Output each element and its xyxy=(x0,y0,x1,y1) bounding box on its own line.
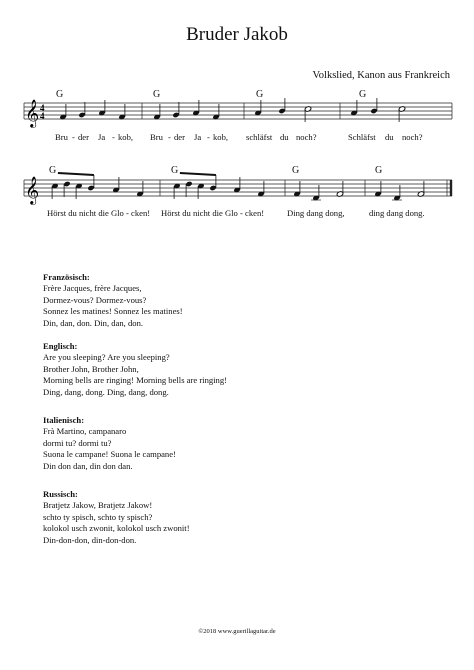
verse-line: Din, dan, don. Din, dan, don. xyxy=(43,317,144,328)
verse-line: Frà Martino, campanaro xyxy=(43,426,127,437)
lyric-hyphen: - xyxy=(207,132,210,142)
lyric-phrase: Hörst du nicht die Glo - cken! xyxy=(161,208,265,218)
quarter-note xyxy=(112,177,119,193)
quarter-note xyxy=(254,100,261,116)
lyric-hyphen: - xyxy=(168,132,171,142)
lyric-syllable: der xyxy=(78,132,89,142)
lyric-syllable: kob, xyxy=(213,132,229,142)
verse-line: Dormez-vous? Dormez-vous? xyxy=(43,294,147,305)
lyric-syllable: noch? xyxy=(402,132,423,142)
lyric-syllable: kob, xyxy=(118,132,134,142)
lyric-syllable: Bru xyxy=(55,132,68,142)
lyric-syllable: Ja xyxy=(98,132,106,142)
verse-english xyxy=(43,341,227,398)
lyric-syllable: du xyxy=(280,132,289,142)
verse-heading: Französisch: xyxy=(43,272,90,282)
quarter-note xyxy=(370,98,377,114)
treble-clef-icon: 𝄞 xyxy=(25,99,40,127)
quarter-note xyxy=(173,183,180,199)
quarter-note xyxy=(153,104,160,120)
chord-symbol: G xyxy=(256,89,264,100)
lyric-syllable: Ja xyxy=(194,132,202,142)
verse-russian xyxy=(43,489,190,546)
chord-symbol: G xyxy=(171,165,179,176)
chord-symbol: G xyxy=(292,165,300,176)
verse-line: schto ty spisch, schto ty spisch? xyxy=(43,511,153,522)
chord-symbol: G xyxy=(56,89,64,100)
verse-line: Sonnez les matines! Sonnez les matines! xyxy=(43,306,183,317)
lyric-syllable: Bru xyxy=(150,132,163,142)
chord-symbol: G xyxy=(49,165,57,176)
lyric-syllable: du xyxy=(385,132,394,142)
svg-text:4: 4 xyxy=(40,103,45,113)
quarter-note xyxy=(311,185,321,201)
quarter-note xyxy=(209,175,216,191)
quarter-note xyxy=(278,98,285,114)
verse-heading: Englisch: xyxy=(43,341,78,351)
quarter-note xyxy=(293,181,300,197)
quarter-note xyxy=(98,100,105,116)
quarter-note xyxy=(51,183,58,199)
quarter-note xyxy=(172,102,179,118)
lyric-syllable: der xyxy=(174,132,185,142)
quarter-note xyxy=(185,181,192,197)
note-group xyxy=(59,98,405,122)
verse-line: Bratjetz Jakow, Bratjetz Jakow! xyxy=(43,500,153,511)
half-note xyxy=(417,181,424,197)
quarter-note xyxy=(350,100,357,116)
quarter-note xyxy=(392,185,402,201)
quarter-note xyxy=(87,175,94,191)
half-note xyxy=(304,106,311,122)
half-note xyxy=(398,106,405,122)
quarter-note xyxy=(257,181,264,197)
music-staff xyxy=(0,167,474,227)
quarter-note xyxy=(118,104,125,120)
lyric-phrase: Ding dang dong, xyxy=(287,208,345,218)
copyright-footer: ©2018 www.guerillaguitar.de xyxy=(198,628,276,635)
verse-line: Ding, dang, dong. Ding, dang, dong. xyxy=(43,386,169,397)
verse-line: Suona le campane! Suona le campane! xyxy=(43,449,176,460)
quarter-note xyxy=(197,183,204,199)
song-title: Bruder Jakob xyxy=(186,24,288,45)
quarter-note xyxy=(59,104,66,120)
lyric-hyphen: - xyxy=(72,132,75,142)
quarter-note xyxy=(136,181,143,197)
note-beam xyxy=(58,173,94,175)
verse-italian xyxy=(43,415,176,472)
verse-french xyxy=(43,272,183,329)
verse-line: dormi tu? dormi tu? xyxy=(43,437,112,448)
lyric-phrase: ding dang dong. xyxy=(369,208,425,218)
lyric-syllable: Schläfst xyxy=(348,132,376,142)
quarter-note xyxy=(192,100,199,116)
chord-symbol: G xyxy=(359,89,367,100)
lyric-syllable: schläfst xyxy=(246,132,273,142)
svg-text:4: 4 xyxy=(40,111,45,121)
quarter-note xyxy=(212,104,219,120)
quarter-note xyxy=(233,177,240,193)
lyric-syllable: noch? xyxy=(296,132,317,142)
note-beam xyxy=(180,173,216,175)
verse-line: Brother John, Brother John, xyxy=(43,363,139,374)
verse-line: Din-don-don, din-don-don. xyxy=(43,534,137,545)
song-subtitle: Volkslied, Kanon aus Frankreich xyxy=(312,70,450,81)
quarter-note xyxy=(374,181,381,197)
verse-line: Morning bells are ringing! Morning bells are ringing! xyxy=(43,375,228,386)
verse-heading: Russisch: xyxy=(43,489,78,499)
verse-line: Frère Jacques, frère Jacques, xyxy=(43,283,142,294)
quarter-note xyxy=(63,181,70,197)
lyric-hyphen: - xyxy=(112,132,115,142)
quarter-note xyxy=(78,102,85,118)
note-group xyxy=(51,173,424,201)
lyric-phrase: Hörst du nicht die Glo - cken! xyxy=(47,208,151,218)
verse-line: kolokol usch zwonit, kolokol usch zwonit! xyxy=(43,523,190,534)
chord-symbol: G xyxy=(153,89,161,100)
treble-clef-icon: 𝄞 xyxy=(25,176,40,204)
chord-symbol: G xyxy=(375,165,383,176)
quarter-note xyxy=(75,183,82,199)
half-note xyxy=(336,181,343,197)
verse-line: Are you sleeping? Are you sleeping? xyxy=(43,352,170,363)
verse-heading: Italienisch: xyxy=(43,415,85,425)
verse-line: Din don dan, din don dan. xyxy=(43,460,133,471)
